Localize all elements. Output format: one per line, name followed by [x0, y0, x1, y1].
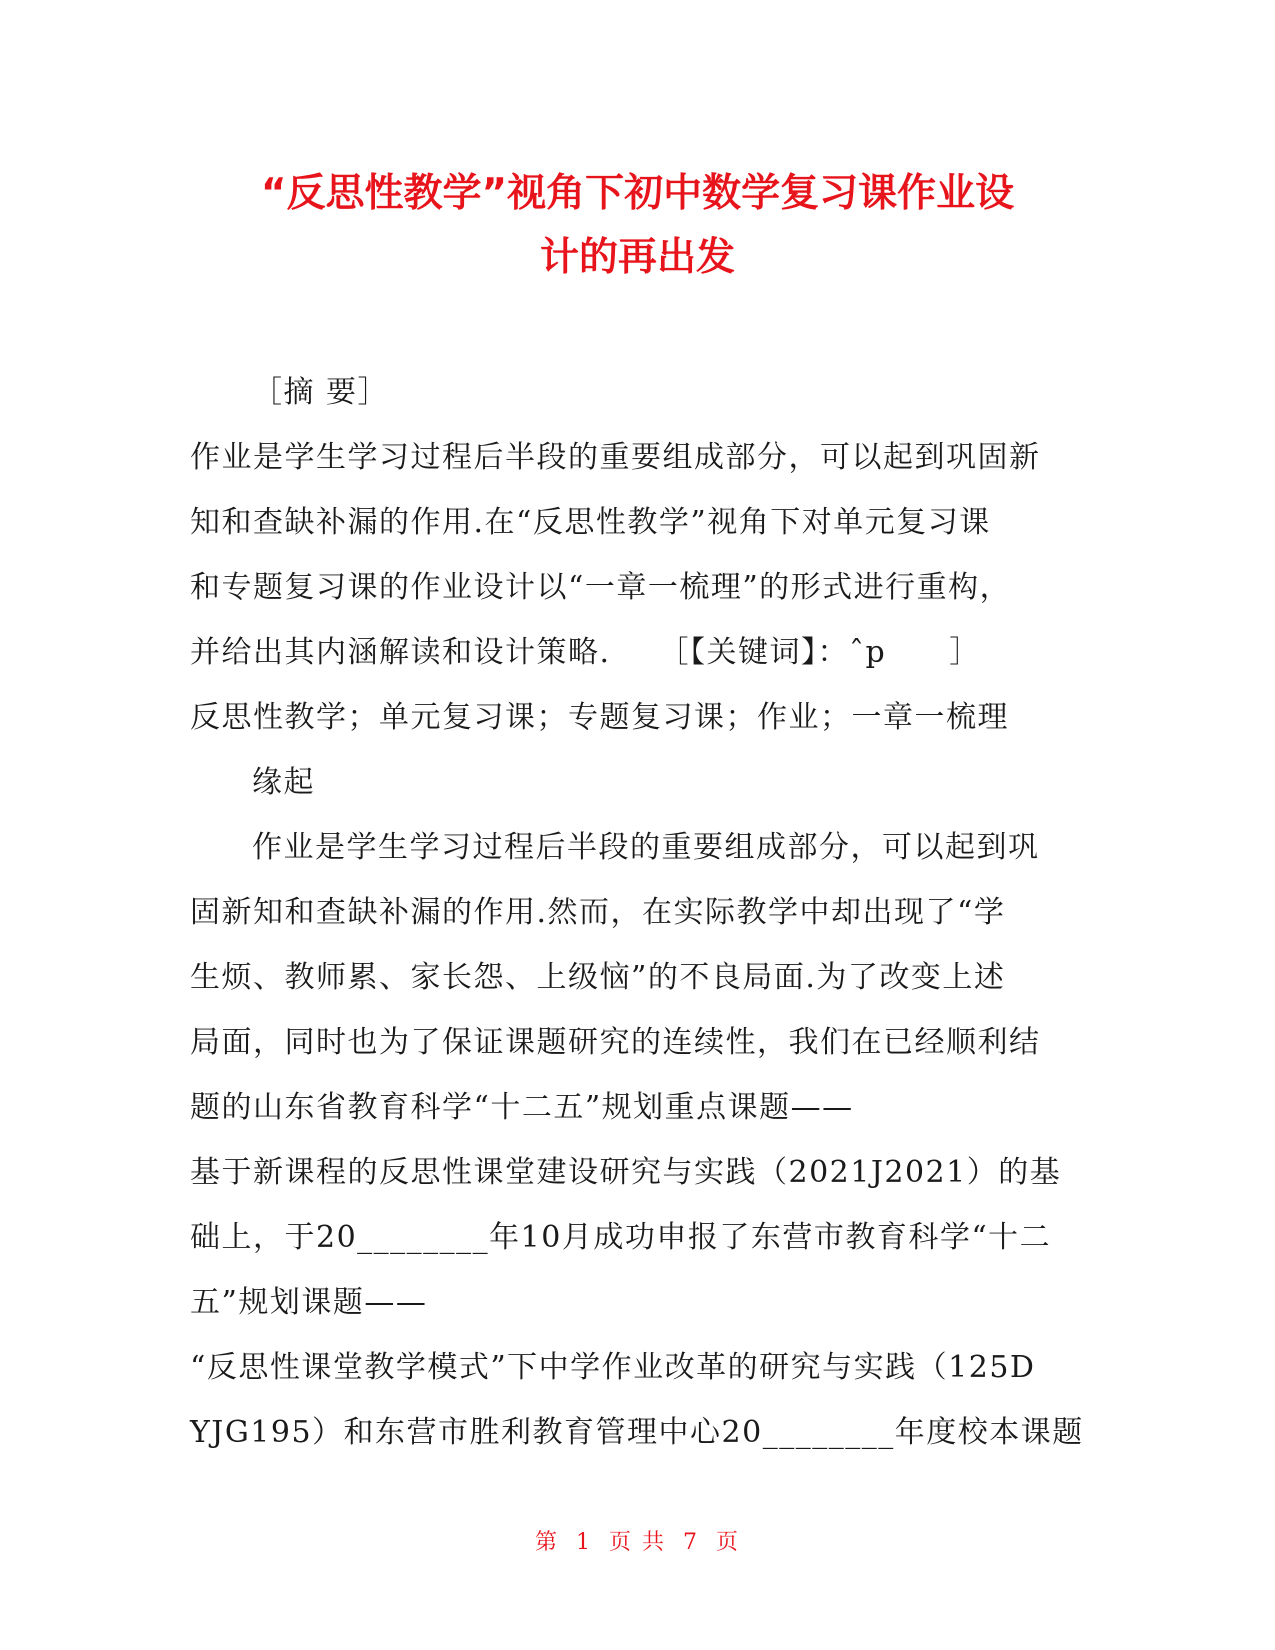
page-title — [150, 162, 1125, 290]
body-line: 局面，同时也为了保证课题研究的连续性，我们在已经顺利结 — [190, 1025, 1041, 1060]
body-line: 础上，于20________年10月成功申报了东营市教育科学“十二 — [190, 1220, 1052, 1255]
body-line: 作业是学生学习过程后半段的重要组成部分，可以起到巩 — [252, 830, 1040, 865]
footer-suffix: 页 — [716, 1530, 741, 1555]
page-footer — [0, 1525, 1275, 1556]
title-line-2: 计的再出发 — [539, 235, 735, 280]
footer-total-pages: 7 — [683, 1530, 699, 1555]
footer-prefix: 第 — [534, 1530, 559, 1555]
body-line: 并给出其内涵解读和设计策略. ［【关键词】：ˆp ］ — [190, 635, 981, 670]
body-line: “反思性课堂教学模式”下中学作业改革的研究与实践（125D — [190, 1350, 1036, 1385]
keywords-line: 反思性教学；单元复习课；专题复习课；作业；一章一梳理 — [190, 700, 1009, 735]
body-line: YJG195）和东营市胜利教育管理中心20________年度校本课题 — [190, 1415, 1084, 1450]
body-line: 知和查缺补漏的作用.在“反思性教学”视角下对单元复习课 — [190, 505, 991, 540]
body-line: 作业是学生学习过程后半段的重要组成部分，可以起到巩固新 — [190, 440, 1041, 475]
body-line: 生烦、教师累、家长怨、上级恼”的不良局面.为了改变上述 — [190, 960, 1006, 995]
document-body — [190, 360, 1090, 1465]
footer-middle: 页 共 — [609, 1530, 666, 1555]
footer-page-number: 1 — [576, 1530, 592, 1555]
title-line-1: “反思性教学”视角下初中数学复习课作业设 — [260, 171, 1015, 216]
body-line: 题的山东省教育科学“十二五”规划重点课题—— — [190, 1090, 854, 1125]
abstract-heading: ［摘 要］ — [252, 375, 390, 410]
body-line: 和专题复习课的作业设计以“一章一梳理”的形式进行重构， — [190, 570, 1012, 605]
body-line: 固新知和查缺补漏的作用.然而，在实际教学中却出现了“学 — [190, 895, 1006, 930]
body-line: 基于新课程的反思性课堂建设研究与实践（2021J2021）的基 — [190, 1155, 1062, 1190]
section-heading: 缘起 — [252, 765, 315, 800]
body-line: 五”规划课题—— — [190, 1285, 428, 1320]
